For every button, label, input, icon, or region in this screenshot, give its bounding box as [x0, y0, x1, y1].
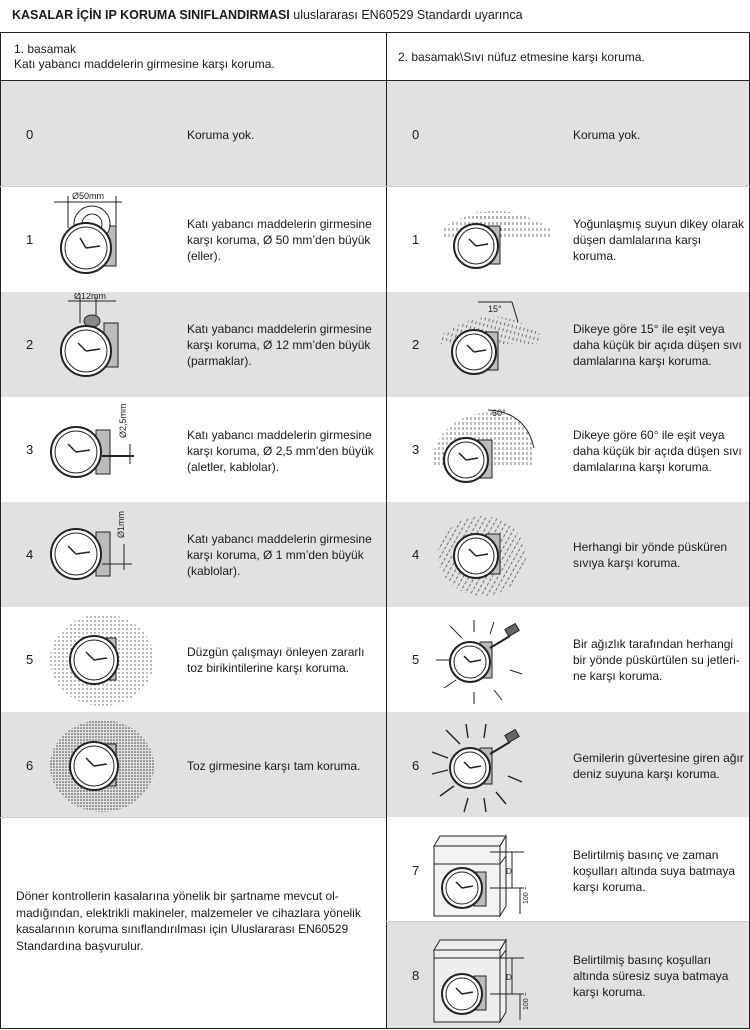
bottom-border — [0, 1028, 750, 1029]
right-row-number: 0 — [412, 127, 420, 142]
left-row-number: 2 — [26, 337, 34, 352]
top-border — [0, 32, 750, 33]
left-row-number: 3 — [26, 442, 34, 457]
dust-protected-icon — [50, 612, 160, 708]
left-row-number: 1 — [26, 232, 34, 247]
row-divider — [0, 817, 386, 818]
left-row-description: Katı yabancı maddelerin girmesine karşı koruma, Ø 12 mm’den büyük (parmaklar). — [187, 322, 372, 368]
right-row-number: 3 — [412, 442, 420, 457]
row-divider — [0, 186, 750, 187]
dimension-label: Ø1mm — [116, 511, 126, 538]
right-row-description: Bir ağızlık tarafından herhangi bir yönde püskürtülen su jetleri-ne karşı koruma. — [573, 637, 740, 683]
left-row-number: 5 — [26, 652, 34, 667]
row-divider — [386, 921, 749, 922]
left-row-description: Koruma yok. — [187, 128, 255, 142]
tool-probe-2-5mm-icon — [40, 400, 180, 500]
right-row-description: Belirtilmiş basınç ve zaman koşulları altında suya batmaya karşı koruma. — [573, 848, 736, 894]
wire-probe-1mm-icon — [40, 508, 180, 606]
right-row-number: 6 — [412, 758, 420, 773]
left-row-number: 0 — [26, 127, 34, 142]
left-row-number: 4 — [26, 547, 34, 562]
right-row-description: Gemilerin güvertesine giren ağır deniz suyuna karşı koruma. — [573, 751, 744, 781]
vertical-drip-icon — [436, 198, 556, 284]
angle-label: 60° — [492, 408, 506, 418]
hand-probe-50mm-icon — [40, 188, 180, 290]
document-title: KASALAR İÇİN IP KORUMA SINIFLANDIRMASI uluslararası EN60529 Standardı uyarınca — [12, 8, 523, 22]
splash-any-direction-icon — [436, 512, 556, 602]
right-row-description: Herhangi bir yönde püsküren sıvıya karşı koruma. — [573, 540, 728, 570]
depth-label: 100 ~ — [523, 886, 530, 904]
left-row-number: 6 — [26, 758, 34, 773]
left-column-header: 1. basamak Katı yabancı maddelerin girmesine karşı koruma. — [14, 42, 275, 71]
right-row-description: Koruma yok. — [573, 128, 641, 142]
left-row-description: Katı yabancı maddelerin girmesine karşı koruma, Ø 50 mm’den büyük (eller). — [187, 217, 372, 263]
right-row-description: Dikeye göre 60° ile eşit veya daha küçük bir açıda düşen sıvı damlalarına karşı koruma. — [573, 428, 742, 474]
right-row-number: 2 — [412, 337, 420, 352]
dimension-label: Ø2,5mm — [118, 403, 128, 438]
left-row-description: Toz girmesine karşı tam koruma. — [187, 759, 361, 773]
tilted-drip-15-icon — [436, 298, 556, 392]
depth-label: D — [506, 973, 512, 982]
dimension-label: Ø50mm — [72, 191, 105, 201]
left-row-description: Katı yabancı maddelerin girmesine karşı koruma, Ø 1 mm’den büyük (kablolar). — [187, 532, 372, 578]
dust-tight-icon — [50, 718, 160, 814]
spray-60-icon — [430, 402, 558, 498]
depth-label: 100 ~ — [523, 992, 530, 1010]
left-row-description: Düzgün çalışmayı önleyen zararlı toz birikintilerine karşı koruma. — [187, 645, 365, 675]
water-jet-icon — [430, 616, 560, 710]
temporary-immersion-icon — [430, 832, 560, 918]
left-row-description: Katı yabancı maddelerin girmesine karşı koruma, Ø 2,5 mm’den büyük (aletler, kablolar). — [187, 428, 374, 474]
depth-label: D — [506, 867, 512, 876]
right-row-number: 1 — [412, 232, 420, 247]
angle-label: 15° — [488, 304, 502, 314]
heavy-sea-icon — [430, 722, 560, 816]
continuous-immersion-icon — [430, 936, 560, 1026]
footer-note: Döner kontrollerin kasalarına yönelik bir şartname mevcut ol-madığından, elektrikli makineler, malzemeler ve cihazlara yönelik kasalarının koruma sınıflandırılması için Uluslararası EN60529 Standardına başvurulur. — [16, 889, 361, 953]
right-row-number: 5 — [412, 652, 420, 667]
right-column-header: 2. basamak\Sıvı nüfuz etmesine karşı koruma. — [398, 50, 645, 64]
right-row-number: 4 — [412, 547, 420, 562]
right-row-description: Dikeye göre 15° ile eşit veya daha küçük bir açıda düşen sıvı damlalarına karşı koruma. — [573, 322, 742, 368]
right-row-description: Belirtilmiş basınç koşulları altında süresiz suya batmaya karşı koruma. — [573, 953, 729, 999]
finger-probe-12mm-icon — [40, 293, 180, 395]
right-row-description: Yoğunlaşmış suyun dikey olarak düşen damlalarına karşı koruma. — [573, 217, 744, 263]
dimension-label: Ø12mm — [74, 293, 107, 301]
right-row-number: 8 — [412, 968, 420, 983]
right-row-number: 7 — [412, 863, 420, 878]
